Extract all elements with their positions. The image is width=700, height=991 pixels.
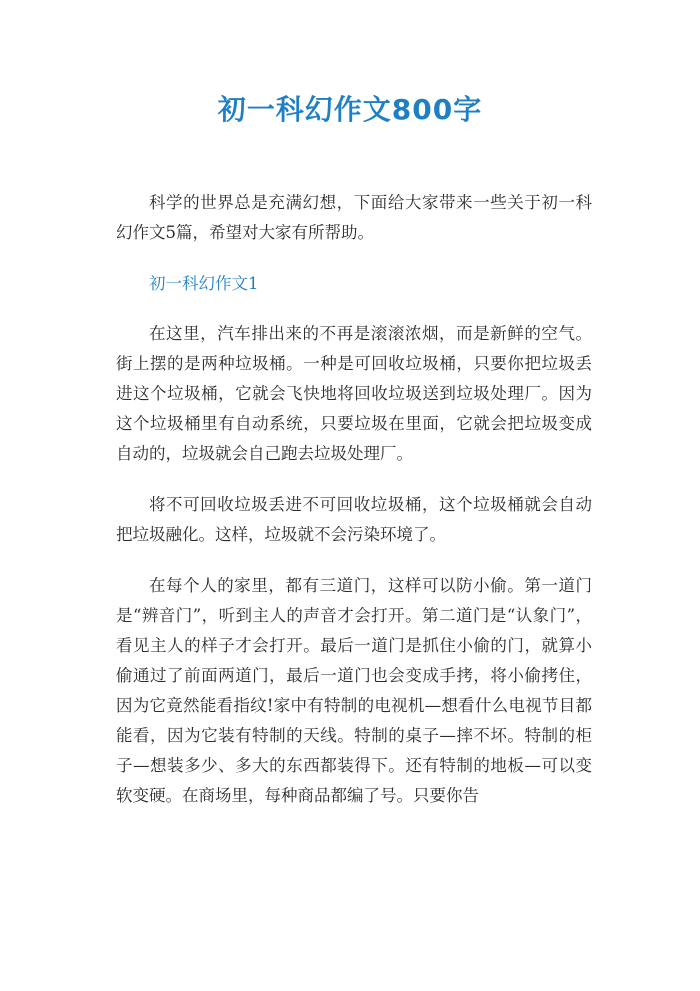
section-heading: 初一科幻作文1 bbox=[149, 274, 259, 293]
paragraph-2: 将不可回收垃圾丢进不可回收垃圾桶，这个垃圾桶就会自动把垃圾融化。这样，垃圾就不会污染环境了。 bbox=[116, 495, 592, 544]
intro-paragraph: 科学的世界总是充满幻想，下面给大家带来一些关于初一科幻作文5篇，希望对大家有所帮助。 bbox=[116, 193, 592, 242]
paragraph-3: 在每个人的家里，都有三道门，这样可以防小偷。第一道门是“辨音门”，听到主人的声音才会打开。第二道门是“认象门”，看见主人的样子才会打开。最后一道门是抓住小偷的门，就算小偷通过了前面两道门，最后一道门也会变成手拷，将小偷拷住，因为它竟然能看指纹!家中有特制的电视机—想看什么电视节目都能看，因为它装有特制的天线。特制的桌子—摔不坏。特制的柜子—想装多少、多大的东西都装得下。还有特制的地板—可以变软变硬。在商场里，每种商品都编了号。只要你告 bbox=[116, 576, 592, 805]
document-body bbox=[116, 188, 592, 832]
paragraph-1: 在这里，汽车排出来的不再是滚滚浓烟，而是新鲜的空气。街上摆的是两种垃圾桶。一种是可回收垃圾桶，只要你把垃圾丢进这个垃圾桶，它就会飞快地将回收垃圾送到垃圾处理厂。因为这个垃圾桶里有自动系统，只要垃圾在里面，它就会把垃圾变成自动的，垃圾就会自己跑去垃圾处理厂。 bbox=[116, 324, 592, 463]
document-title: 初一科幻作文800字 bbox=[217, 93, 483, 126]
